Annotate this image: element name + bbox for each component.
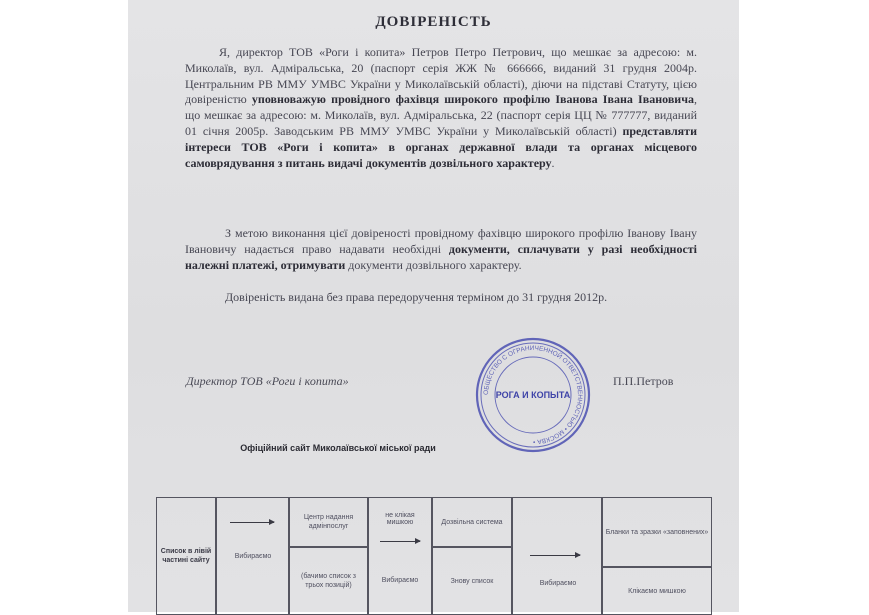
paragraph-2-bold: документи, сплачувати у разі необхідності належні платежі, отримувати	[185, 241, 698, 272]
signature-position: Директор ТОВ «Роги і копита»	[186, 374, 349, 388]
flow-box-list-again-label: Знову список	[450, 577, 494, 585]
flow-label-select-3: Вибираємо	[539, 580, 577, 587]
flow-box-click-label: Клікаємо мишкою	[628, 587, 686, 595]
paragraph-2-text-a: З метою виконання цієї довіреності провідному фахівцю широкого профілю Іванову Івану Івановичу надається право надавати необхідні	[185, 226, 697, 256]
flow-box-forms-label: Бланки та зразки «заповнених»	[605, 528, 709, 536]
paragraph-1-text-b: , що мешкає за адресою: м. Миколаїв, вул. Адміральська, 22 (паспорт серія ЦЦ № 777777, виданий 01 січня 2005р. Заводським РВ ММУ УМВС України у Миколаївській області)	[185, 92, 697, 138]
flow-label-no-click: не клікая мишкою	[385, 512, 415, 526]
document-page	[128, 0, 739, 612]
flow-arrow-3	[530, 555, 580, 556]
paragraph-1-text-a: Я, директор ТОВ «Роги і копита» Петров Петро Петрович, що мешкає за адресою: м. Миколаїв, вул. Адміральська, 20 (паспорт серія ЖЖ № 666666, виданий 31 грудня 2004р. Центральним РВ ММУ УМВС України у Миколаївській області), діючи на підставі Статуту, цією довіреністю	[185, 45, 697, 107]
flow-box-site-list	[156, 497, 216, 615]
flow-box-permit-system-label: Дозвільна система	[441, 518, 503, 526]
flow-box-click	[602, 567, 712, 615]
paragraph-2-text-b: документи дозвільного характеру.	[345, 257, 522, 272]
flow-arrow-1	[230, 522, 274, 523]
flow-box-permit-system	[432, 497, 512, 547]
flow-box-three-items-label: (бачимо список з трьох позицій)	[300, 573, 356, 589]
paragraph-1-text-c: .	[551, 155, 555, 170]
signature-name: П.П.Петров	[613, 374, 674, 388]
flow-label-select-1: Вибираємо	[234, 553, 272, 560]
flow-box-admin-center-label: Центр надання адмінпослуг	[303, 514, 354, 530]
flow-box-list-again	[432, 547, 512, 615]
paragraph-1-bold-b: представляти інтереси ТОВ «Роги і копита» в органах державної влади та органах місцевого самоврядування з питань видачі документів дозвільного характеру	[185, 123, 697, 170]
flow-box-select-3	[512, 497, 602, 615]
flow-arrow-2	[380, 541, 420, 542]
paragraph-3: Довіреність видана без права передоручення терміном до 31 грудня 2012р.	[225, 290, 608, 304]
flow-diagram	[128, 0, 739, 612]
flow-box-three-items	[289, 547, 368, 615]
flow-box-forms	[602, 497, 712, 567]
site-section-title: Офіційний сайт Миколаївської міської ради	[240, 443, 436, 453]
stamp-ring-text: ОБЩЕСТВО С ОГРАНИЧЕННОЙ ОТВЕТСТВЕННОСТЬЮ • МОСКВА •	[482, 344, 584, 446]
flow-label-select-2: Вибираємо	[381, 577, 419, 584]
flow-box-site-list-label: Список в лівій частині сайту	[160, 548, 212, 564]
document-title: ДОВІРЕНІСТЬ	[375, 14, 492, 30]
flow-box-admin-center	[289, 497, 368, 547]
stamp-center-text: РОГА И КОПЫТА	[495, 390, 571, 400]
paragraph-1-bold-a: уповноважую провідного фахівця широкого профілю Іванова Івана Івановича	[251, 92, 694, 107]
